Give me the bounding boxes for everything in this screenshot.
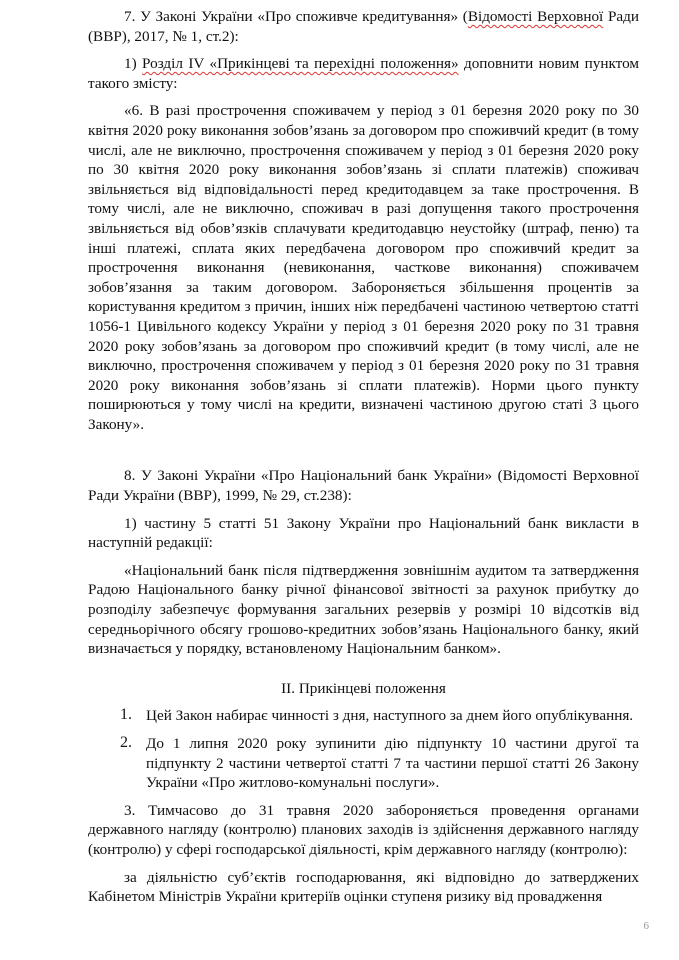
spellcheck-underline: Розділ IV «Прикінцеві та перехідні положення» [142,55,459,73]
section-heading: ІІ. Прикінцеві положення [281,679,446,697]
paragraph-8-quote: «Національний банк після підтвердження зовнішнім аудитом та затвердження Радою Національного банку річної фінансової звітності за рахунок прибутку до розподілу забезпечує формування загальних резервів у розмірі 10 відсотків від середньорічного обсягу грошово-кредитних зобов’язань Національного банку, який визначається у порядку, встановленому Національним банком». [88,561,639,658]
spellcheck-underline: Відомості Верховної [467,8,604,25]
section-item-3-subpoint: за діяльністю суб’єктів господарювання, які відповідно до затверджених Кабінетом Міністрів України критеріїв оцінки ступеня ризику від провадження [88,868,639,906]
paragraph-7-subpoint-1: 1) Розділ IV «Прикінцеві та перехідні положення» доповнити новим пунктом такого змісту: [88,55,639,92]
page-number: 6 [643,920,649,932]
item-number: 2. [120,734,132,751]
paragraph-7-quote: «6. В разі прострочення споживачем у період з 01 березня 2020 року по 30 квітня 2020 року виконання зобов’язань за договором про споживчий кредит (в тому числі, але не виключно, прострочення споживачем у період з 01 березня 2020 року по 30 квітня 2020 року виконання зобов’язань зі сплати платежів) споживач звільняється від відповідальності перед кредитодавцем за таке прострочення. В тому числі, але не виключно, споживач в разі допущення такого прострочення звільняється від обов’язків сплачувати кредитодавцю неустойку (штраф, пеню) та інші платежі, сплата яких передбачена договором про споживчий кредит за прострочення виконання (невиконання, часткове виконання) споживачем зобов’язання за таким договором. Забороняється збільшення процентів за користування кредитом з причин, інших ніж передбачені частиною четвертою статті 1056-1 Цивільного кодексу України у період з 01 березня 2020 року по 31 травня 2020 року зобов’язань за договором про споживчий кредит (в тому числі, але не виключно, прострочення споживачем у період з 01 березня 2020 року по 31 травня 2020 року виконання зобов’язань зі сплати платежів). Норми цього пункту поширюються у тому числі на кредити, визначені частиною другою статі 3 цього Закону». [88,102,639,433]
paragraph-8-intro: 8. У Законі України «Про Національний банк України» (Відомості Верховної Ради України (ВВР), 1999, № 29, ст.238): [88,467,639,505]
item-number: 1. [120,706,132,724]
item-text: До 1 липня 2020 року зупинити дію підпункту 10 частини другої та підпункту 2 частини четвертої статті 7 та частини першої статті 26 Закону України «Про житлово-комунальні послуги». [146,735,639,792]
section-item-3: 3. Тимчасово до 31 травня 2020 забороняється проведення органами державного нагляду (контролю) планових заходів із здійснення державного нагляду (контролю) у сфері господарської діяльності, крім державного нагляду (контролю): [88,801,639,858]
item-text: Цей Закон набирає чинності з дня, наступного за днем його опублікування. [146,707,634,725]
section-item-2 [88,734,639,793]
section-item-1 [88,706,639,726]
paragraph-8-subpoint-1: 1) частину 5 статті 51 Закону України про Національний банк викласти в наступній редакції: [88,514,639,552]
paragraph-7-intro: 7. У Законі України «Про споживче кредитування» (Відомості Верховної Ради (ВВР), 2017, № 1, ст.2): [88,8,640,45]
